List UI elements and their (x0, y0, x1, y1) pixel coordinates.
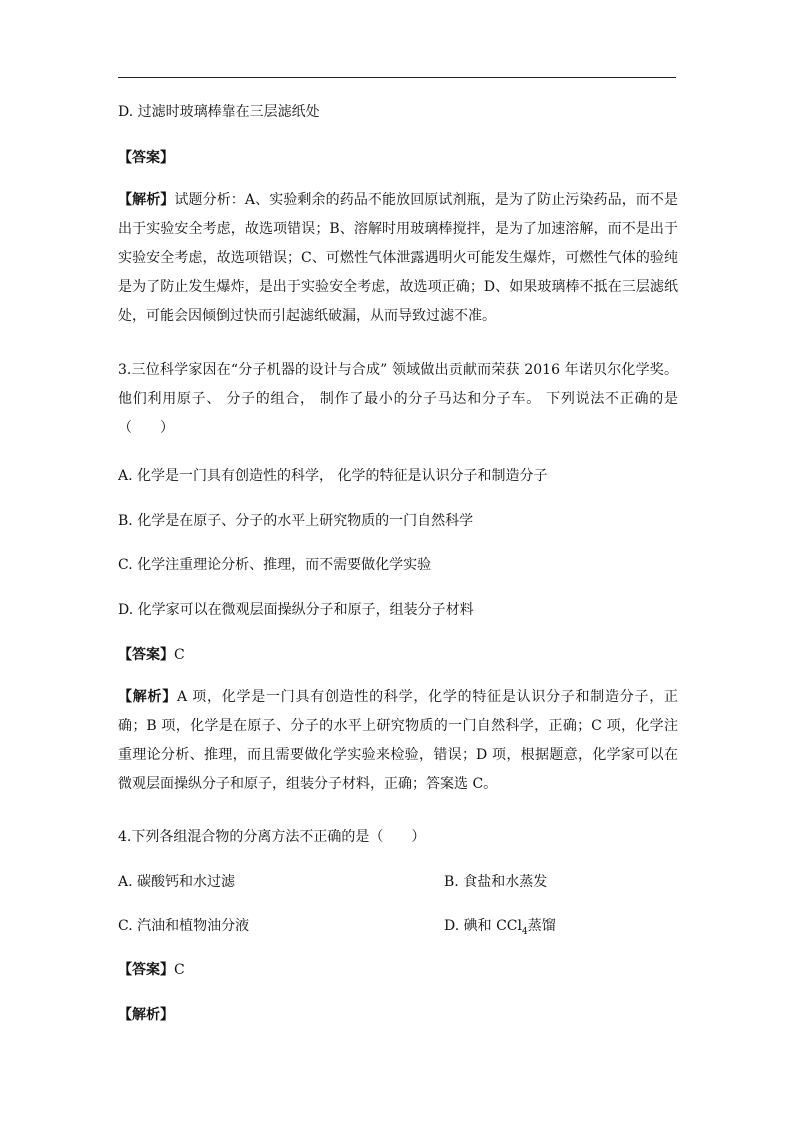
question3-answer-value: C (174, 647, 185, 663)
prev-analysis (118, 186, 678, 331)
question4-option-d-subscript: 4 (521, 926, 528, 937)
question3-answer-label: 【答案】 (118, 647, 174, 663)
question4-answer (118, 960, 185, 980)
question3-option-a: A. 化学是一门具有创造性的科学， 化学的特征是认识分子和制造分子 (118, 468, 548, 484)
question3-option-d: D. 化学家可以在微观层面操纵分子和原子，组装分子材料 (118, 602, 474, 618)
question4-option-d-suffix: 蒸馏 (527, 918, 556, 934)
question4-option-a: A. 碳酸钙和水过滤 (118, 874, 236, 890)
prev-analysis-label: 【解析】 (118, 192, 175, 208)
question3-option-b: B. 化学是在原子、分子的水平上研究物质的一门自然科学 (118, 513, 474, 529)
question3-analysis-label: 【解析】 (118, 689, 177, 705)
question4-answer-value: C (174, 962, 185, 978)
question4-option-d (444, 916, 556, 942)
question4-option-c: C. 汽油和植物油分液 (118, 918, 250, 934)
prev-option-d: D. 过滤时玻璃棒靠在三层滤纸处 (118, 104, 320, 120)
question3-stem: 3.三位科学家因在“分子机器的设计与合成” 领域做出贡献而荣获 2016 年诺贝尔化学奖。他们利用原子、 分子的组合， 制作了最小的分子马达和分子车。 下列说法不正确的是（ ） (118, 362, 678, 436)
prev-answer-label: 【答案】 (118, 150, 174, 166)
prev-analysis-text: 试题分析：A、实验剩余的药品不能放回原试剂瓶，是为了防止污染药品，而不是出于实验安全考虑，故选项错误；B、溶解时用玻璃棒搅拌，是为了加速溶解，而不是出于实验安全考虑，故选项错误；C、可燃性气体泄露遇明火可能发生爆炸，可燃性气体的验纯是为了防止发生爆炸，是出于实验安全考虑，故选项正确；D、如果玻璃棒不抵在三层滤纸处，可能会因倾倒过快而引起滤纸破漏，从而导致过滤不准。 (118, 192, 679, 324)
question4-analysis-label: 【解析】 (118, 1007, 174, 1023)
question3-analysis-text: A 项，化学是一门具有创造性的科学，化学的特征是认识分子和制造分子，正确；B 项，化学是在原子、分子的水平上研究物质的一门自然科学，正确；C 项，化学注重理论分析、推理，而且需要做化学实验来检验，错误；D 项，根据题意，化学家可以在微观层面操纵分子和原子，组装分子材料，正确；答案选 C。 (118, 689, 678, 792)
question4-answer-label: 【答案】 (118, 962, 174, 978)
question3-answer (118, 645, 185, 665)
header-rule (118, 77, 676, 78)
question3-analysis (118, 683, 678, 799)
question4-stem: 4.下列各组混合物的分离方法不正确的是（ ） (118, 829, 426, 845)
question4-option-b: B. 食盐和水蒸发 (444, 874, 548, 890)
question3-option-c: C. 化学注重理论分析、推理，而不需要做化学实验 (118, 557, 432, 573)
question4-option-d-prefix: D. 碘和 CCl (444, 918, 522, 934)
